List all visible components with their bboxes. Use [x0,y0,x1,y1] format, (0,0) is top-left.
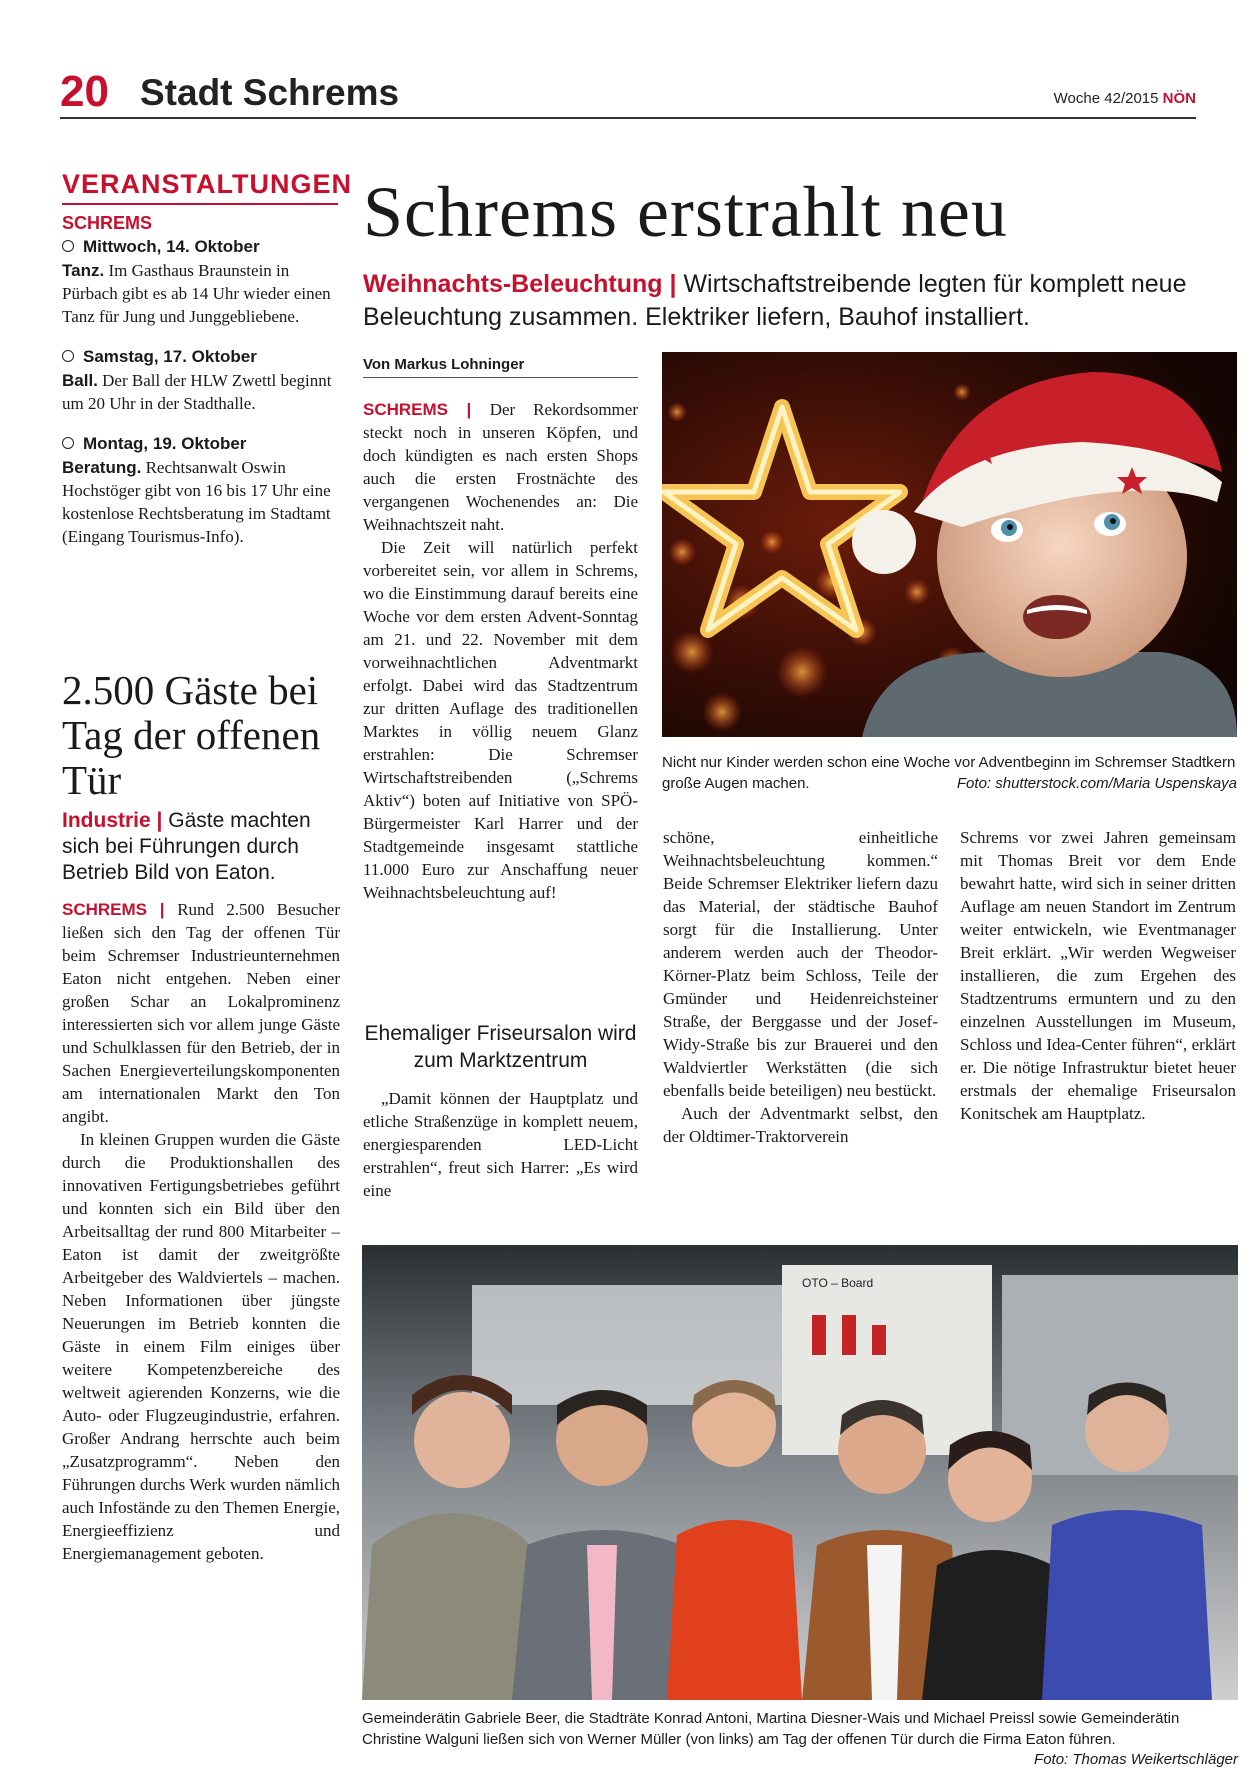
photo-group-eaton [362,1245,1238,1700]
event-text: Ball. Der Ball der HLW Zwettl beginnt um 20 Uhr in der Stadthalle. [62,371,332,414]
event-date: Montag, 19. Oktober [62,433,338,456]
circle-bullet-icon [62,350,74,362]
event-date: Mittwoch, 14. Oktober [62,236,338,259]
side-article-headline: 2.500 Gäste bei Tag der offenen Tür [62,667,321,803]
photo-child-santa-hat [662,352,1237,737]
side-article-kicker: Industrie [62,809,151,832]
photo-credit: Foto: shutterstock.com/Maria Uspenskaya [956,775,1237,792]
article-paragraph: SCHREMS | Der Rekordsommer steckt noch in unseren Köpfen, und doch kündigten es nach ersten Shops auch die ersten Frostnächte des vergangenen Wochenendes an: Die Weihnachtszeit naht. [363,400,638,534]
section-title: Stadt Schrems [140,72,400,113]
article-paragraph: Auch der Adventmarkt selbst, den der Oldtimer-Traktorverein [663,1104,938,1146]
circle-bullet-icon [62,437,74,449]
photo-caption-1 [662,752,1237,794]
event-date: Samstag, 17. Oktober [62,346,338,369]
main-subhead: Weihnachts-Beleuchtung | Wirtschaftstreibende legten für komplett neue Beleuchtung zusammen. Elektriker liefern, Bauhof installiert. [363,270,1187,331]
side-paragraph: In kleinen Gruppen wurden die Gäste durch die Produktionshallen des innovativen Fertigungsbetriebes geführt und konnten sich ein Bild über den Arbeitsalltag der rund 800 Mitarbeiter – Eaton ist damit der zweitgrößte Arbeitgeber des Waldviertels – machen. Neben Informationen über jüngste Neuerungen im Betrieb konnten die Gäste in einem Film einiges über weitere Kompetenzbereiche des weltweit agierenden Konzerns, wie die Auto- oder Flugzeugindustrie, erfahren. Großer Andrang herrschte auch beim „Zusatzprogramm“. Neben den Führungen durchs Werk wurden nämlich auch Infostände zu den Themen Energie, Energieeffizienz und Energiemanagement geboten. [62,1130,340,1563]
photo-group-illustration [362,1245,1238,1700]
side-paragraph: SCHREMS | Rund 2.500 Besucher ließen sich den Tag der offenen Tür beim Schremser Industrieunternehmen Eaton nicht entgehen. Neben einer großen Schar an Lokalprominenz interessierten sich vor allem junge Gäste und Schulklassen für den Betrieb, der in Sachen Energieverteilungskomponenten am internationalen Markt den Ton angibt. [62,900,340,1126]
main-kicker: Weihnachts-Beleuchtung [363,270,663,298]
photo-child-illustration [662,352,1237,737]
event-item [62,433,338,548]
article-column-1 [363,398,638,904]
events-place: SCHREMS [62,213,153,234]
article-column-3 [960,826,1236,1125]
event-item [62,346,338,415]
issue-info [1054,90,1196,107]
caption-text: Gemeinderätin Gabriele Beer, die Stadträte Konrad Antoni, Martina Diesner-Wais und Michael Preissl sowie Gemeinderätin Christine Walguni ließen sich von Werner Müller (von links) am Tag der offenen Tür durch die Firma Eaton führen. [362,1710,1180,1748]
article-paragraph: schöne, einheitliche Weihnachtsbeleuchtung kommen.“ Beide Schremser Elektriker liefern dazu das Material, der städtische Bauhof sorgt für die Installierung. Unter anderem werden auch der Theodor-Körner-Platz beim Schloss, Teile der Gmünder und Heidenreichsteiner Straße, der Berggasse und der Josef-Widy-Straße bis zur Brauerei und den Waldviertler Werkstätten (die sich ebenfalls beide beteiligen) neu bestückt. [663,828,938,1100]
location-tag: SCHREMS [363,400,449,419]
article-paragraph: Die Zeit will natürlich perfekt vorbereitet sein, vor allem in Schrems, wo die Einstimmung darauf bereits eine Woche vor dem ersten Advent-Sonntag am 21. und 22. November mit dem vorweihnachtlichen Adventmarkt erfolgt. Dabei wird das Stadtzentrum zur dritten Auflage des traditionellen Marktes in völlig neuem Glanz erstrahlen: Die Schremser Wirtschaftstreibenden („Schrems Aktiv“) boten auf Initiative von SPÖ-Bürgermeister Karl Harrer und der Stadtgemeinde insgesamt stattliche 11.000 Euro zur Anschaffung neuer Weihnachtsbeleuchtung auf! [363,538,638,902]
article-paragraph: Schrems vor zwei Jahren gemeinsam mit Thomas Breit vor dem Ende bewahrt hatte, wird sich in seiner dritten Auflage am neuen Standort im Zentrum weiter entwickeln, wie Eventmanager Breit erklärt. „Wir werden Wegweiser installieren, die zum Ergehen des Stadtzentrums ermuntern und zu den einzelnen Ausstellungen im Museum, Schloss und Idea-Center führen“, erklärt er. Die nötige Infrastruktur bietet heuer erstmals der ehemalige Friseursalon Konitschek am Hauptplatz. [960,828,1236,1123]
byline: Von Markus Lohninger [363,356,525,373]
article-paragraph: „Damit können der Hauptplatz und etliche Straßenzüge in komplett neuem, energiesparenden LED-Licht erstrahlen“, freut sich Harrer: „Es wird eine [363,1089,638,1200]
event-text: Tanz. Im Gasthaus Braunstein in Pürbach gibt es ab 14 Uhr wieder einen Tanz für Jung und Junggebliebene. [62,261,331,327]
caption-text: Nicht nur Kinder werden schon eine Woche vor Adventbeginn im Schremser Stadtkern große Augen machen. [662,754,1236,792]
event-text: Beratung. Rechtsanwalt Oswin Hochstöger gibt von 16 bis 17 Uhr eine kostenlose Rechtsberatung im Stadtamt (Eingang Tourismus-Info). [62,458,331,547]
circle-bullet-icon [62,240,74,252]
photo-caption-2 [362,1708,1238,1768]
issue-week: Woche 42/2015 [1053,90,1159,107]
header-rule [60,117,1196,119]
events-rule [62,203,338,205]
side-article-subhead: Industrie | Gäste machten sich bei Führungen durch Betrieb Bild von Eaton. [62,809,311,884]
brand-logo: NÖN [1162,90,1196,107]
side-article-body [62,898,340,1565]
photo-credit: Foto: Thomas Weikertschläger [1034,1751,1238,1768]
events-box [62,169,352,566]
article-column-1-cont [363,1087,638,1202]
events-title: VERANSTALTUNGEN [62,169,352,199]
board-label: OTO – Board [802,1276,874,1290]
event-item [62,236,338,328]
location-tag: SCHREMS [62,900,148,919]
main-headline: Schrems erstrahlt neu [363,172,1008,252]
byline-rule [363,377,638,378]
article-subheading: Ehemaliger Friseursalon wird zum Marktzentrum [364,1022,637,1072]
article-column-2 [663,826,938,1148]
page-number: 20 [60,67,109,116]
